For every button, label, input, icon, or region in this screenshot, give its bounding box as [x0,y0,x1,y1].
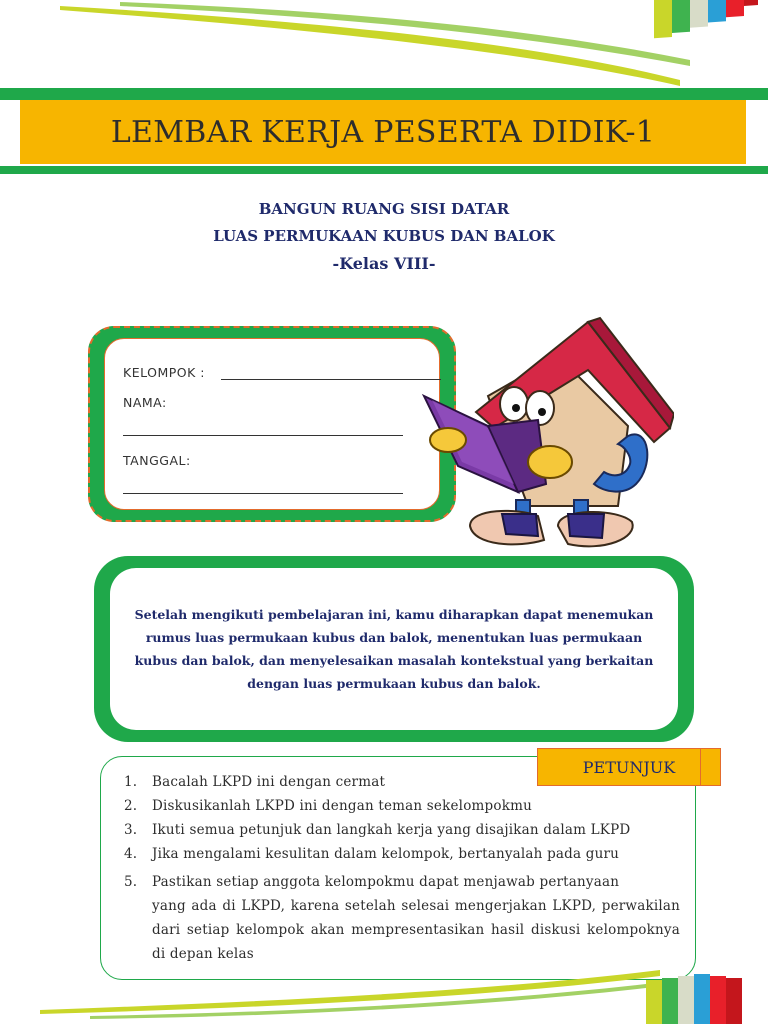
instructions-label-divider [700,749,701,785]
nama-label: NAMA: [123,395,167,410]
list-item-number: 2. [124,798,138,814]
list-item-text: Bacalah LKPD ini dengan cermat [152,774,386,790]
list-item [124,794,680,818]
objective-box [94,556,694,742]
header-green-band-top [0,88,768,100]
tanggal-field[interactable] [123,493,403,494]
instructions-list [124,770,680,966]
subtitle-class: -Kelas VIII- [332,254,436,273]
header-green-band-bottom [0,166,768,174]
top-swoosh-decoration [0,0,768,90]
list-item-continuation: yang ada di LKPD, karena setelah selesai mengerjakan LKPD, perwakilan dari setiap kelompok akan mempresentasikan hasil diskusi kelompoknya di depan kelas [152,898,680,962]
list-item-number: 5. [124,874,138,890]
subtitle-topic: BANGUN RUANG SISI DATAR [258,200,510,218]
kelompok-label: KELOMPOK : [123,365,205,380]
list-item-text: Pastikan setiap anggota kelompokmu dapat menjawab pertanyaan [152,874,620,890]
page-title: LEMBAR KERJA PESERTA DIDIK-1 [110,114,656,150]
identity-box [88,326,456,522]
nama-field[interactable] [123,435,403,436]
list-item [124,818,680,842]
list-item-text: Diskusikanlah LKPD ini dengan teman sekelompokmu [152,798,532,814]
subtitle-subtopic: LUAS PERMUKAAN KUBUS DAN BALOK [213,227,555,245]
instructions-label: PETUNJUK [582,757,676,777]
list-item-number: 3. [124,822,138,838]
identity-box-inner [104,338,440,510]
list-item-number: 4. [124,846,138,862]
list-item-text: Ikuti semua petunjuk dan langkah kerja yang disajikan dalam LKPD [152,822,631,838]
list-item-number: 1. [124,774,138,790]
reading-house-illustration [418,316,674,564]
list-item [124,842,680,866]
objective-text: Setelah mengikuti pembelajaran ini, kamu diharapkan dapat menemukan rumus luas permukaan kubus dan balok, menentukan luas permukaan kubus dan balok, dan menyelesaikan masalah kontekstual yang berkaitan dengan luas permukaan kubus dan balok. [134,607,654,691]
subtitle-block [0,200,768,282]
list-item-text: Jika mengalami kesulitan dalam kelompok, bertanyalah pada guru [152,846,620,862]
list-item [124,870,680,966]
bottom-swoosh-decoration [0,966,768,1024]
objective-box-inner [110,568,678,730]
title-bar [20,100,746,164]
kelompok-field[interactable] [221,379,441,380]
list-item [124,770,680,794]
tanggal-label: TANGGAL: [123,453,191,468]
